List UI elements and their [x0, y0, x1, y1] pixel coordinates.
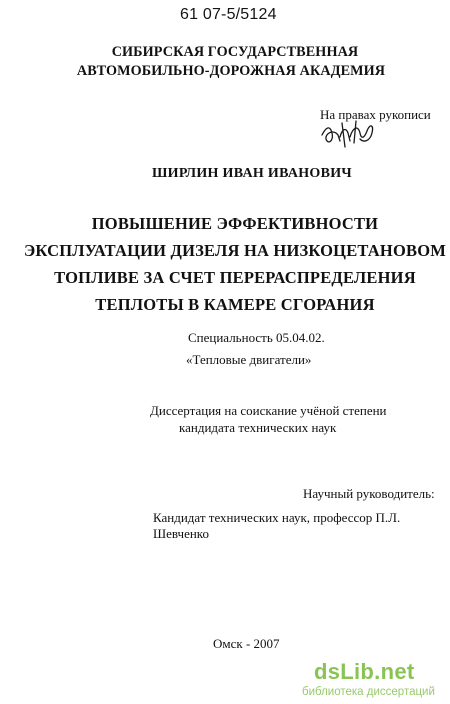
watermark-subtitle: библиотека диссертаций [302, 686, 435, 698]
city-year: Омск - 2007 [213, 636, 280, 651]
registry-code: 61 07-5/5124 [180, 6, 277, 23]
advisor-name: Кандидат технических наук, профессор П.Л. Шевченко [153, 510, 401, 541]
specialty-code: Специальность 05.04.02. [188, 330, 325, 345]
handwritten-signature [320, 113, 380, 153]
degree-line-2: кандидата технических наук [179, 420, 337, 435]
title-line-1: ПОВЫШЕНИЕ ЭФФЕКТИВНОСТИ [91, 214, 379, 233]
title-line-4: ТЕПЛОТЫ В КАМЕРЕ СГОРАНИЯ [95, 295, 375, 314]
author-name: ШИРЛИН ИВАН ИВАНОВИЧ [152, 166, 353, 181]
advisor-label: Научный руководитель: [303, 486, 435, 501]
watermark-logo: dsLib.net [314, 659, 415, 684]
manuscript-note: На правах рукописи [320, 107, 431, 122]
dissertation-title [10, 210, 450, 318]
specialty-name: «Тепловые двигатели» [186, 352, 312, 367]
degree-line-1: Диссертация на соискание учёной степени [150, 403, 387, 418]
title-line-2: ЭКСПЛУАТАЦИИ ДИЗЕЛЯ НА НИЗКОЦЕТАНОВОМ [23, 241, 447, 260]
dslib-watermark [302, 661, 450, 699]
institution-line-1: СИБИРСКАЯ ГОСУДАРСТВЕННАЯ [111, 44, 359, 60]
institution-line-2: АВТОМОБИЛЬНО-ДОРОЖНАЯ АКАДЕМИЯ [76, 63, 386, 79]
title-line-3: ТОПЛИВЕ ЗА СЧЕТ ПЕРЕРАСПРЕДЕЛЕНИЯ [54, 268, 416, 287]
